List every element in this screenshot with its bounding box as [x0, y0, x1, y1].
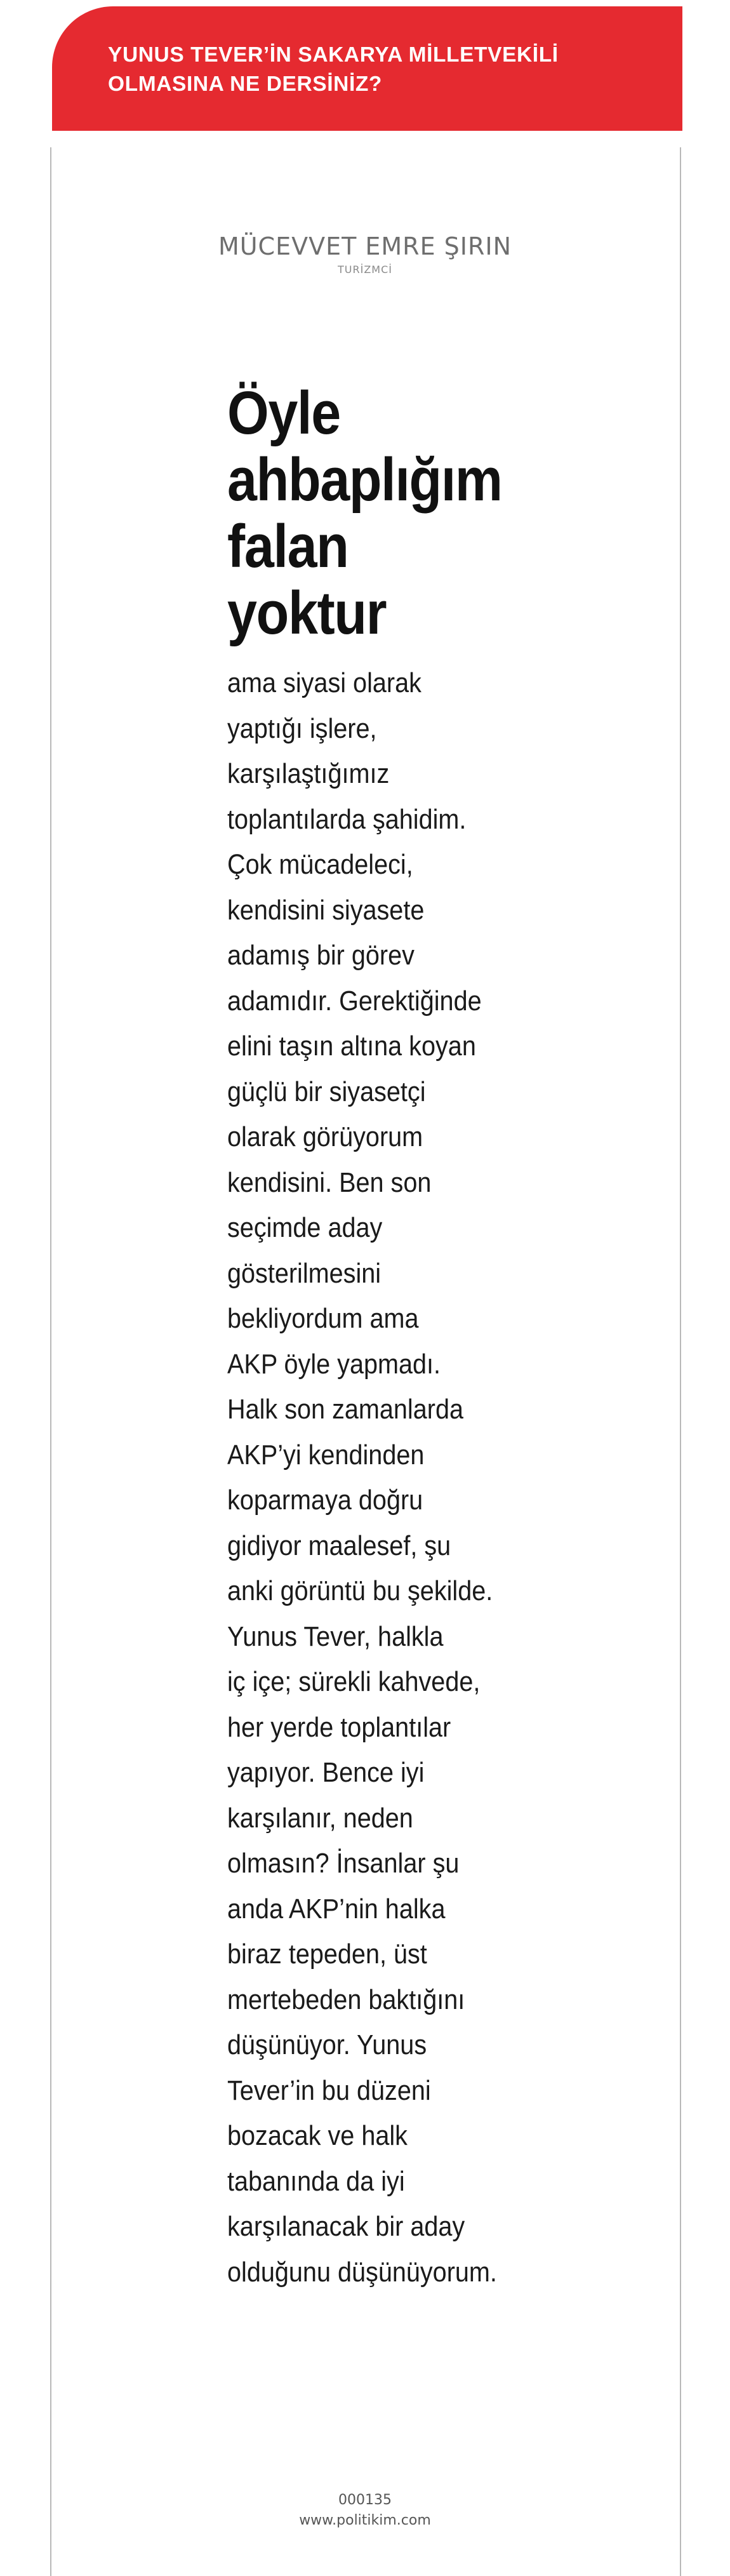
article-headline	[227, 380, 618, 646]
body-line: olarak görüyorum	[227, 1121, 423, 1152]
body-line: karşılaştığımız	[227, 758, 390, 789]
body-line: kendisini siyasete	[227, 894, 425, 926]
body-line: adamış bir görev	[227, 940, 415, 971]
article-body	[227, 660, 547, 2295]
body-line: düşünüyor. Yunus	[227, 2029, 427, 2060]
body-line: kendisini. Ben son	[227, 1166, 432, 1198]
body-line: anda AKP’nin halka	[227, 1893, 446, 1925]
body-line: olmasın? İnsanlar şu	[227, 1848, 460, 1879]
headline-line: ahbaplığım	[227, 446, 502, 514]
body-line: gidiyor maalesef, şu	[227, 1530, 451, 1561]
body-line: olduğunu düşünüyorum.	[227, 2256, 497, 2288]
body-line: seçimde aday	[227, 1212, 383, 1243]
body-line: AKP’yi kendinden	[227, 1439, 425, 1471]
body-line: AKP öyle yapmadı.	[227, 1348, 441, 1380]
body-line: karşılanacak bir aday	[227, 2211, 465, 2242]
body-line: biraz tepeden, üst	[227, 1939, 427, 1970]
frame-line-left	[50, 147, 51, 2576]
body-line: adamıdır. Gerektiğinde	[227, 985, 482, 1017]
body-line: güçlü bir siyasetçi	[227, 1076, 426, 1107]
footer-url[interactable]: www.politikim.com	[299, 2513, 431, 2528]
body-line: Tever’in bu düzeni	[227, 2074, 431, 2106]
body-line: yapıyor. Bence iyi	[227, 1757, 425, 1788]
page-footer	[0, 2490, 730, 2531]
body-line: toplantılarda şahidim.	[227, 803, 467, 835]
body-line: ama siyasi olarak	[227, 667, 421, 698]
body-line: bekliyordum ama	[227, 1303, 419, 1334]
body-line: Halk son zamanlarda	[227, 1394, 463, 1425]
body-line: gösterilmesini	[227, 1257, 382, 1289]
author-name: MÜCEVVET EMRE ŞIRIN	[218, 232, 512, 260]
body-line: her yerde toplantılar	[227, 1711, 451, 1743]
body-line: elini taşın altına koyan	[227, 1031, 476, 1062]
body-line: koparmaya doğru	[227, 1485, 423, 1516]
headline-line: falan	[227, 512, 348, 580]
page-code: 000135	[338, 2492, 392, 2508]
frame-line-right	[680, 147, 681, 2576]
header-banner	[52, 6, 682, 131]
body-line: bozacak ve halk	[227, 2120, 408, 2151]
body-line: karşılanır, neden	[227, 1802, 413, 1834]
headline-line: Öyle	[227, 379, 340, 447]
body-line: Çok mücadeleci,	[227, 849, 413, 880]
body-line: anki görüntü bu şekilde.	[227, 1575, 493, 1606]
body-line: tabanında da iyi	[227, 2165, 405, 2197]
banner-title: YUNUS TEVER’İN SAKARYA MİLLETVEKİLİ OLMASINA NE DERSİNİZ?	[108, 43, 559, 96]
body-line: yaptığı işlere,	[227, 712, 377, 744]
body-line: Yunus Tever, halkla	[227, 1620, 444, 1652]
headline-line: yoktur	[227, 579, 387, 647]
author-role: TURİZMCİ	[338, 264, 392, 276]
body-line: iç içe; sürekli kahvede,	[227, 1666, 481, 1697]
body-line: mertebeden baktığını	[227, 1984, 465, 2015]
author-block	[0, 232, 730, 276]
